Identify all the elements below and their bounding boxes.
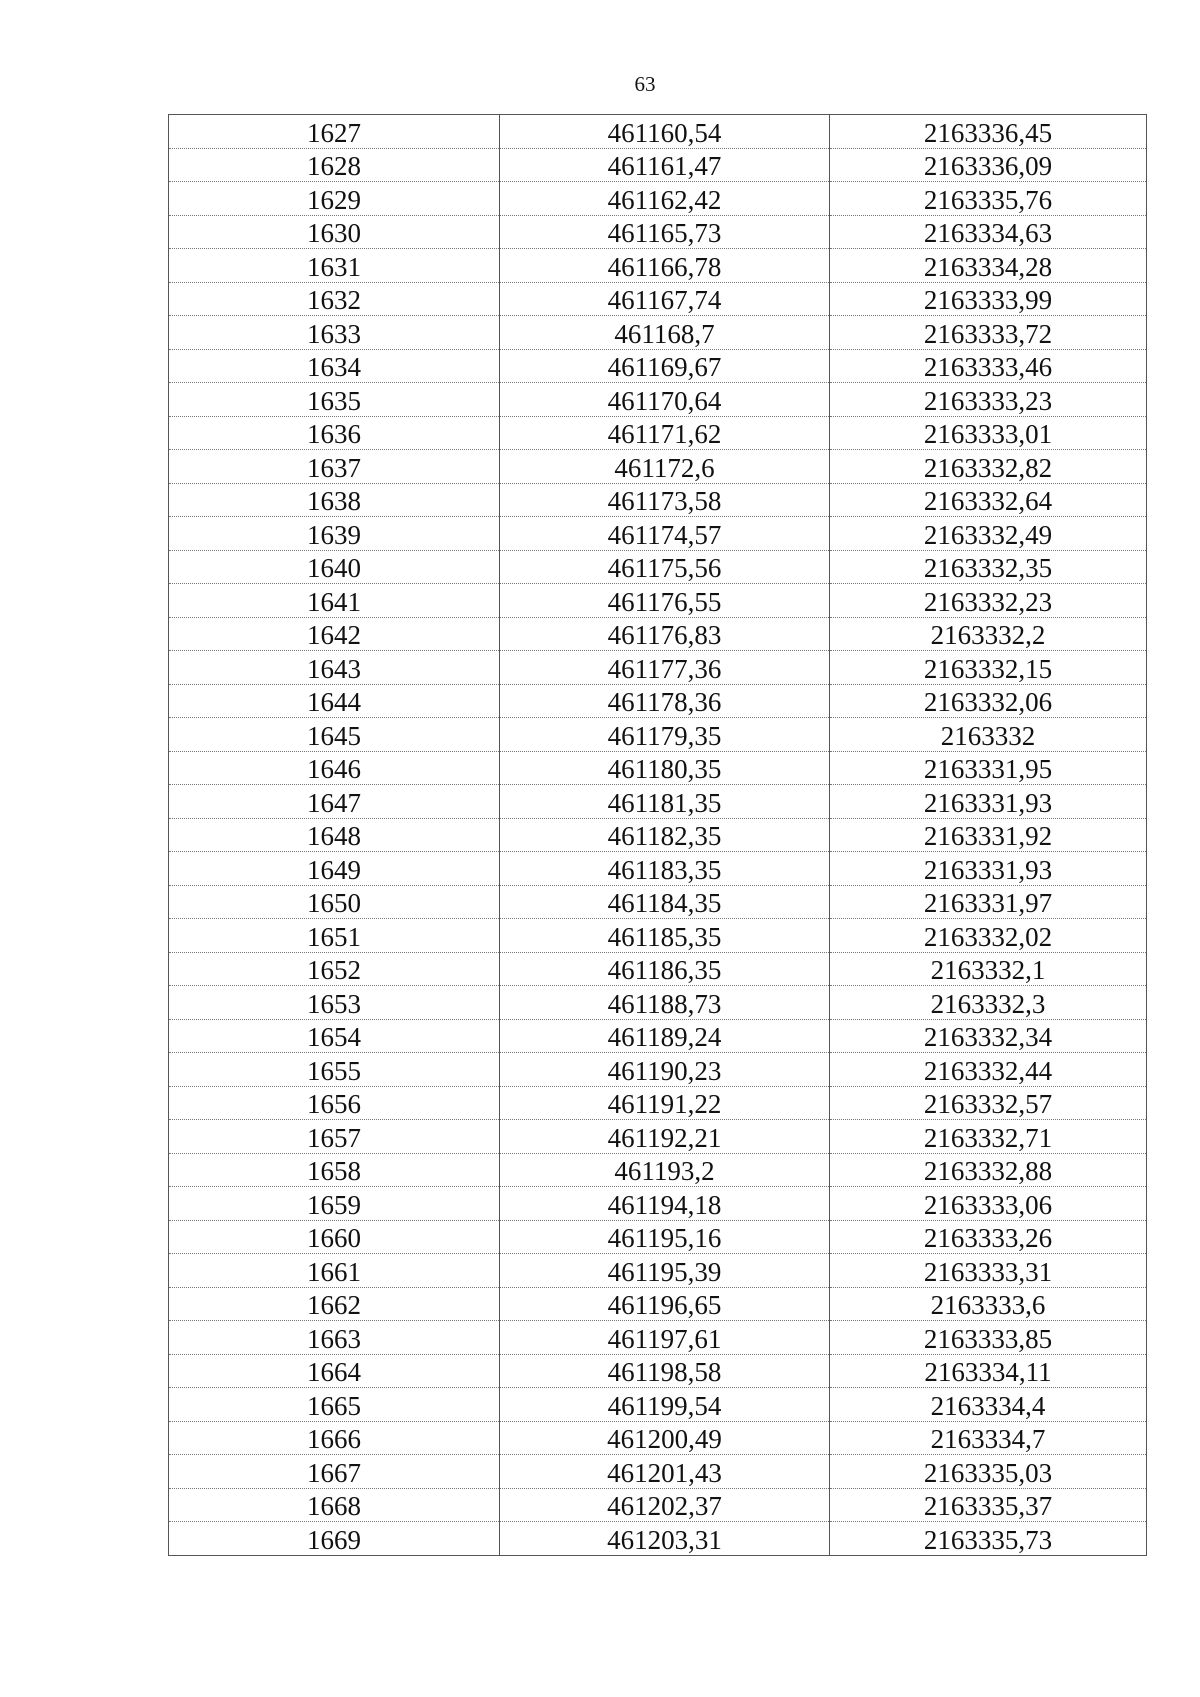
x-coordinate-cell: 461182,35 [500, 818, 830, 852]
table-row [169, 282, 1147, 316]
y-coordinate-cell: 2163332,1 [830, 952, 1147, 986]
x-coordinate-cell: 461179,35 [500, 718, 830, 752]
x-coordinate-cell: 461192,21 [500, 1120, 830, 1154]
point-number-cell: 1634 [169, 349, 500, 383]
point-number-cell: 1646 [169, 751, 500, 785]
point-number-cell: 1655 [169, 1053, 500, 1087]
y-coordinate-cell: 2163336,09 [830, 148, 1147, 182]
table-row [169, 1019, 1147, 1053]
point-number-cell: 1662 [169, 1287, 500, 1321]
table-row [169, 1455, 1147, 1489]
y-coordinate-cell: 2163333,26 [830, 1220, 1147, 1254]
point-number-cell: 1658 [169, 1153, 500, 1187]
point-number-cell: 1649 [169, 852, 500, 886]
y-coordinate-cell: 2163332,88 [830, 1153, 1147, 1187]
x-coordinate-cell: 461180,35 [500, 751, 830, 785]
table-row [169, 1287, 1147, 1321]
y-coordinate-cell: 2163332,57 [830, 1086, 1147, 1120]
x-coordinate-cell: 461168,7 [500, 316, 830, 350]
x-coordinate-cell: 461201,43 [500, 1455, 830, 1489]
x-coordinate-cell: 461160,54 [500, 115, 830, 149]
point-number-cell: 1652 [169, 952, 500, 986]
point-number-cell: 1665 [169, 1388, 500, 1422]
y-coordinate-cell: 2163331,93 [830, 785, 1147, 819]
point-number-cell: 1643 [169, 651, 500, 685]
y-coordinate-cell: 2163331,95 [830, 751, 1147, 785]
point-number-cell: 1629 [169, 182, 500, 216]
table-row [169, 182, 1147, 216]
x-coordinate-cell: 461203,31 [500, 1522, 830, 1556]
x-coordinate-cell: 461165,73 [500, 215, 830, 249]
y-coordinate-cell: 2163332,02 [830, 919, 1147, 953]
y-coordinate-cell: 2163332,64 [830, 483, 1147, 517]
point-number-cell: 1666 [169, 1421, 500, 1455]
x-coordinate-cell: 461195,16 [500, 1220, 830, 1254]
table-row [169, 1120, 1147, 1154]
table-row [169, 751, 1147, 785]
x-coordinate-cell: 461177,36 [500, 651, 830, 685]
x-coordinate-cell: 461197,61 [500, 1321, 830, 1355]
point-number-cell: 1632 [169, 282, 500, 316]
y-coordinate-cell: 2163334,63 [830, 215, 1147, 249]
table-row [169, 215, 1147, 249]
y-coordinate-cell: 2163335,37 [830, 1488, 1147, 1522]
x-coordinate-cell: 461176,55 [500, 584, 830, 618]
y-coordinate-cell: 2163334,28 [830, 249, 1147, 283]
table-row [169, 1522, 1147, 1556]
x-coordinate-cell: 461173,58 [500, 483, 830, 517]
x-coordinate-cell: 461196,65 [500, 1287, 830, 1321]
page-number: 63 [634, 72, 656, 96]
x-coordinate-cell: 461172,6 [500, 450, 830, 484]
point-number-cell: 1651 [169, 919, 500, 953]
y-coordinate-cell: 2163331,92 [830, 818, 1147, 852]
table-row [169, 684, 1147, 718]
point-number-cell: 1659 [169, 1187, 500, 1221]
y-coordinate-cell: 2163332,06 [830, 684, 1147, 718]
point-number-cell: 1656 [169, 1086, 500, 1120]
table-row [169, 1354, 1147, 1388]
y-coordinate-cell: 2163333,31 [830, 1254, 1147, 1288]
table-row [169, 1153, 1147, 1187]
y-coordinate-cell: 2163332,15 [830, 651, 1147, 685]
y-coordinate-cell: 2163332,82 [830, 450, 1147, 484]
table-row [169, 986, 1147, 1020]
y-coordinate-cell: 2163335,73 [830, 1522, 1147, 1556]
point-number-cell: 1664 [169, 1354, 500, 1388]
table-row [169, 115, 1147, 149]
table-row [169, 885, 1147, 919]
y-coordinate-cell: 2163333,06 [830, 1187, 1147, 1221]
x-coordinate-cell: 461200,49 [500, 1421, 830, 1455]
point-number-cell: 1648 [169, 818, 500, 852]
coordinates-table-body [169, 115, 1147, 1556]
table-row [169, 651, 1147, 685]
point-number-cell: 1633 [169, 316, 500, 350]
point-number-cell: 1657 [169, 1120, 500, 1154]
y-coordinate-cell: 2163333,99 [830, 282, 1147, 316]
x-coordinate-cell: 461175,56 [500, 550, 830, 584]
x-coordinate-cell: 461191,22 [500, 1086, 830, 1120]
table-row [169, 349, 1147, 383]
y-coordinate-cell: 2163332,34 [830, 1019, 1147, 1053]
y-coordinate-cell: 2163331,97 [830, 885, 1147, 919]
x-coordinate-cell: 461194,18 [500, 1187, 830, 1221]
point-number-cell: 1647 [169, 785, 500, 819]
y-coordinate-cell: 2163333,85 [830, 1321, 1147, 1355]
point-number-cell: 1636 [169, 416, 500, 450]
y-coordinate-cell: 2163333,23 [830, 383, 1147, 417]
x-coordinate-cell: 461176,83 [500, 617, 830, 651]
table-row [169, 1220, 1147, 1254]
point-number-cell: 1669 [169, 1522, 500, 1556]
table-row [169, 383, 1147, 417]
table-row [169, 952, 1147, 986]
y-coordinate-cell: 2163332,2 [830, 617, 1147, 651]
x-coordinate-cell: 461186,35 [500, 952, 830, 986]
point-number-cell: 1642 [169, 617, 500, 651]
point-number-cell: 1660 [169, 1220, 500, 1254]
point-number-cell: 1637 [169, 450, 500, 484]
x-coordinate-cell: 461188,73 [500, 986, 830, 1020]
point-number-cell: 1667 [169, 1455, 500, 1489]
y-coordinate-cell: 2163331,93 [830, 852, 1147, 886]
table-row [169, 316, 1147, 350]
x-coordinate-cell: 461193,2 [500, 1153, 830, 1187]
x-coordinate-cell: 461198,58 [500, 1354, 830, 1388]
table-row [169, 785, 1147, 819]
table-row [169, 1388, 1147, 1422]
x-coordinate-cell: 461171,62 [500, 416, 830, 450]
x-coordinate-cell: 461162,42 [500, 182, 830, 216]
y-coordinate-cell: 2163336,45 [830, 115, 1147, 149]
point-number-cell: 1663 [169, 1321, 500, 1355]
point-number-cell: 1640 [169, 550, 500, 584]
table-row [169, 1187, 1147, 1221]
x-coordinate-cell: 461195,39 [500, 1254, 830, 1288]
coordinates-table [168, 114, 1147, 1556]
y-coordinate-cell: 2163334,4 [830, 1388, 1147, 1422]
x-coordinate-cell: 461181,35 [500, 785, 830, 819]
x-coordinate-cell: 461185,35 [500, 919, 830, 953]
x-coordinate-cell: 461167,74 [500, 282, 830, 316]
y-coordinate-cell: 2163332 [830, 718, 1147, 752]
table-row [169, 1254, 1147, 1288]
point-number-cell: 1639 [169, 517, 500, 551]
point-number-cell: 1627 [169, 115, 500, 149]
table-row [169, 1053, 1147, 1087]
y-coordinate-cell: 2163332,44 [830, 1053, 1147, 1087]
table-row [169, 718, 1147, 752]
point-number-cell: 1654 [169, 1019, 500, 1053]
point-number-cell: 1645 [169, 718, 500, 752]
table-row [169, 852, 1147, 886]
y-coordinate-cell: 2163332,35 [830, 550, 1147, 584]
table-row [169, 584, 1147, 618]
y-coordinate-cell: 2163332,49 [830, 517, 1147, 551]
y-coordinate-cell: 2163332,3 [830, 986, 1147, 1020]
point-number-cell: 1628 [169, 148, 500, 182]
y-coordinate-cell: 2163333,6 [830, 1287, 1147, 1321]
y-coordinate-cell: 2163334,11 [830, 1354, 1147, 1388]
table-row [169, 1086, 1147, 1120]
y-coordinate-cell: 2163335,76 [830, 182, 1147, 216]
table-row [169, 148, 1147, 182]
x-coordinate-cell: 461184,35 [500, 885, 830, 919]
point-number-cell: 1630 [169, 215, 500, 249]
point-number-cell: 1650 [169, 885, 500, 919]
table-row [169, 550, 1147, 584]
x-coordinate-cell: 461199,54 [500, 1388, 830, 1422]
point-number-cell: 1638 [169, 483, 500, 517]
table-row [169, 1421, 1147, 1455]
y-coordinate-cell: 2163334,7 [830, 1421, 1147, 1455]
y-coordinate-cell: 2163333,72 [830, 316, 1147, 350]
point-number-cell: 1635 [169, 383, 500, 417]
x-coordinate-cell: 461166,78 [500, 249, 830, 283]
table-row [169, 416, 1147, 450]
x-coordinate-cell: 461169,67 [500, 349, 830, 383]
point-number-cell: 1644 [169, 684, 500, 718]
y-coordinate-cell: 2163333,01 [830, 416, 1147, 450]
point-number-cell: 1653 [169, 986, 500, 1020]
x-coordinate-cell: 461170,64 [500, 383, 830, 417]
point-number-cell: 1668 [169, 1488, 500, 1522]
x-coordinate-cell: 461178,36 [500, 684, 830, 718]
x-coordinate-cell: 461174,57 [500, 517, 830, 551]
table-row [169, 818, 1147, 852]
table-row [169, 450, 1147, 484]
y-coordinate-cell: 2163332,71 [830, 1120, 1147, 1154]
point-number-cell: 1631 [169, 249, 500, 283]
table-row [169, 249, 1147, 283]
x-coordinate-cell: 461190,23 [500, 1053, 830, 1087]
x-coordinate-cell: 461189,24 [500, 1019, 830, 1053]
table-row [169, 1488, 1147, 1522]
point-number-cell: 1641 [169, 584, 500, 618]
x-coordinate-cell: 461161,47 [500, 148, 830, 182]
x-coordinate-cell: 461183,35 [500, 852, 830, 886]
table-row [169, 1321, 1147, 1355]
table-row [169, 517, 1147, 551]
x-coordinate-cell: 461202,37 [500, 1488, 830, 1522]
table-row [169, 617, 1147, 651]
table-row [169, 483, 1147, 517]
y-coordinate-cell: 2163332,23 [830, 584, 1147, 618]
y-coordinate-cell: 2163335,03 [830, 1455, 1147, 1489]
table-row [169, 919, 1147, 953]
point-number-cell: 1661 [169, 1254, 500, 1288]
y-coordinate-cell: 2163333,46 [830, 349, 1147, 383]
